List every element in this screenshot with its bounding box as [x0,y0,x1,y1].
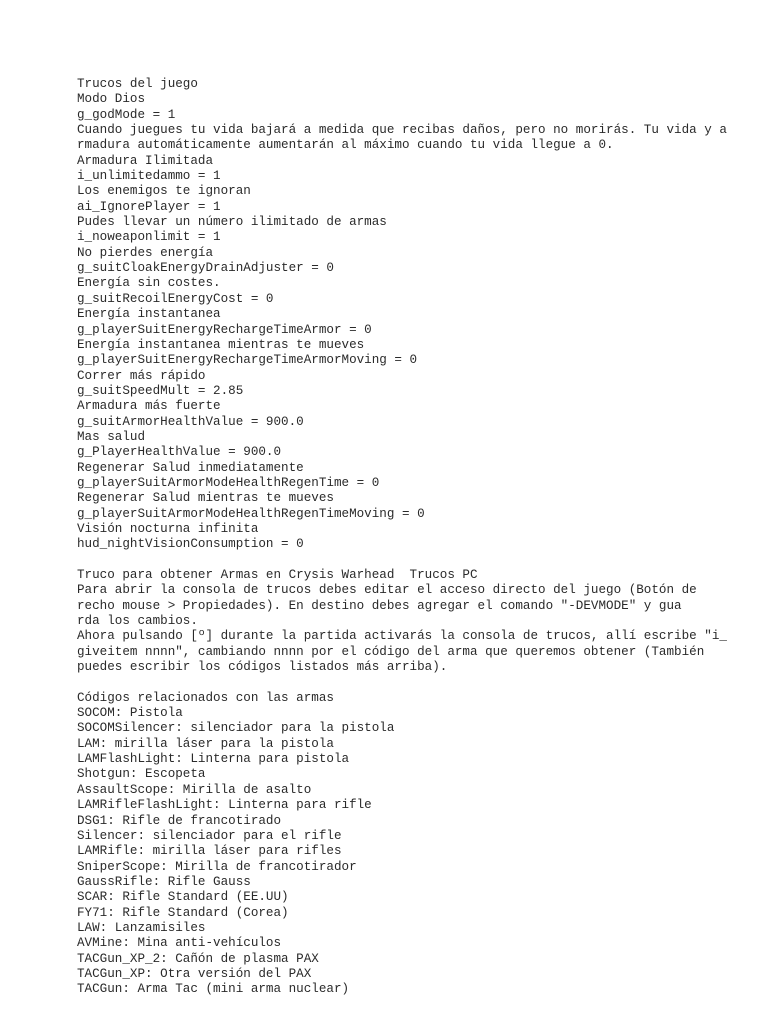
text-line: Energía instantanea mientras te mueves [77,337,365,352]
text-line: LAM: mirilla láser para la pistola [77,736,334,751]
text-line: TACGun_XP: Otra versión del PAX [77,966,312,981]
text-line: Shotgun: Escopeta [77,767,206,782]
text-block [77,568,747,675]
text-line: Los enemigos te ignoran [77,184,251,199]
text-line: g_suitSpeedMult = 2.85 [77,383,244,398]
text-line: FY71: Rifle Standard (Corea) [77,905,289,920]
text-line: recho mouse > Propiedades). En destino debes agregar el comando "-DEVMODE" y gua [77,598,682,613]
text-line: Mas salud [77,429,146,444]
text-line: Visión nocturna infinita [77,521,259,536]
text-line: Correr más rápido [77,368,206,383]
text-line: GaussRifle: Rifle Gauss [77,874,251,889]
text-line: puedes escribir los códigos listados más arriba). [77,660,448,675]
text-line: Trucos del juego [77,77,198,91]
text-line: LAMRifle: mirilla láser para rifles [77,844,342,859]
text-line: g_suitArmorHealthValue = 900.0 [77,414,304,429]
text-line: LAMRifleFlashLight: Linterna para rifle [77,798,372,813]
text-line: Códigos relacionados con las armas [77,690,334,705]
text-line: LAW: Lanzamisiles [77,920,206,935]
text-line: Pudes llevar un número ilimitado de armas [77,215,387,230]
text-line: g_playerSuitEnergyRechargeTimeArmor = 0 [77,322,372,337]
text-line: g_suitRecoilEnergyCost = 0 [77,291,274,306]
text-line: Armadura más fuerte [77,399,221,414]
text-line: SOCOM: Pistola [77,706,183,721]
text-line: g_playerSuitEnergyRechargeTimeArmorMoving = 0 [77,353,418,368]
text-line: TACGun: Arma Tac (mini arma nuclear) [77,982,350,997]
text-line: g_playerSuitArmorModeHealthRegenTime = 0 [77,475,380,490]
text-line: No pierdes energía [77,245,214,260]
text-line: giveitem nnnn", cambiando nnnn por el código del arma que queremos obtener (También [77,644,705,659]
text-line: g_PlayerHealthValue = 900.0 [77,445,282,460]
text-line: i_noweaponlimit = 1 [77,230,221,245]
text-line: AVMine: Mina anti-vehículos [77,936,282,951]
text-line: rda los cambios. [77,614,198,629]
text-line: SCAR: Rifle Standard (EE.UU) [77,890,289,905]
text-block [77,691,747,998]
text-line: Energía instantanea [77,307,221,322]
text-line: SOCOMSilencer: silenciador para la pistola [77,721,395,736]
text-line: Modo Dios [77,92,146,107]
text-line: Regenerar Salud inmediatamente [77,460,304,475]
document-body [77,77,747,1013]
text-line: Truco para obtener Armas en Crysis Warhead Trucos PC [77,568,478,582]
text-line: AssaultScope: Mirilla de asalto [77,782,312,797]
text-line: g_godMode = 1 [77,107,176,122]
text-line: Silencer: silenciador para el rifle [77,828,342,843]
text-line: Cuando juegues tu vida bajará a medida que recibas daños, pero no morirás. Tu vida y a [77,123,727,138]
text-line: g_playerSuitArmorModeHealthRegenTimeMoving = 0 [77,506,425,521]
text-line: i_unlimitedammo = 1 [77,169,221,184]
text-line: Para abrir la consola de trucos debes editar el acceso directo del juego (Botón de [77,583,697,598]
text-line: rmadura automáticamente aumentarán al máximo cuando tu vida llegue a 0. [77,138,614,153]
text-line: g_suitCloakEnergyDrainAdjuster = 0 [77,261,334,276]
text-line: ai_IgnorePlayer = 1 [77,199,221,214]
text-line: Ahora pulsando [º] durante la partida activarás la consola de trucos, allí escribe "i_ [77,629,727,644]
text-line: hud_nightVisionConsumption = 0 [77,537,304,552]
text-line: Regenerar Salud mientras te mueves [77,491,334,506]
text-line: Energía sin costes. [77,276,221,291]
text-line: TACGun_XP_2: Cañón de plasma PAX [77,951,319,966]
text-line: LAMFlashLight: Linterna para pistola [77,752,350,767]
text-line: SniperScope: Mirilla de francotirador [77,859,357,874]
text-line: Armadura Ilimitada [77,153,214,168]
text-block [77,77,747,553]
text-line: DSG1: Rifle de francotirado [77,813,282,828]
